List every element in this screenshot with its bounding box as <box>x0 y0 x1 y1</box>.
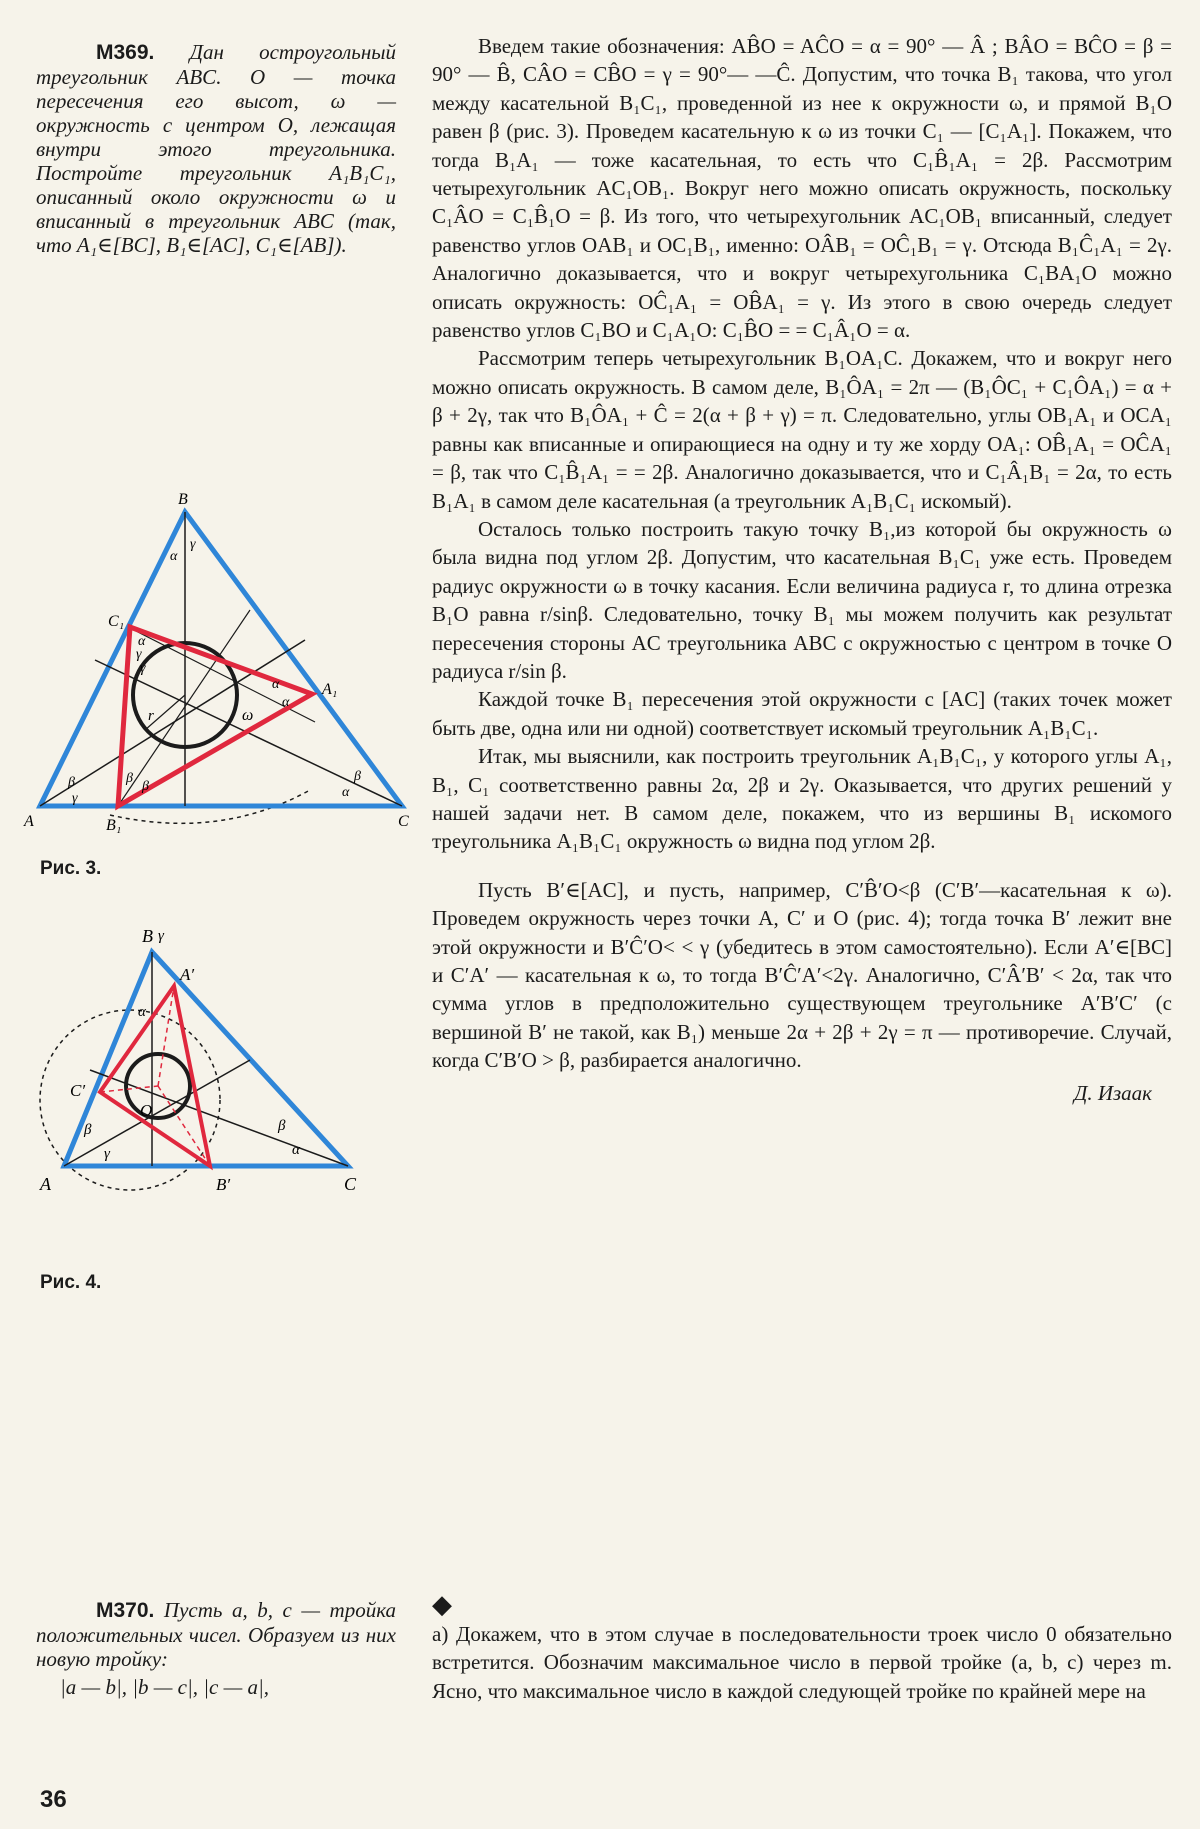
solution-paragraph-5: Итак, мы выяснили, как построить треугольник A₁B₁C₁, у которого углы A₁, B₁, C₁ соответственно равны 2α, 2β и 2γ. Оказывается, что других решений у нашей задачи нет. В самом деле, покажем, что из вершины B₁ искомого треугольника A₁B₁C₁ окружность ω видна под углом 2β. <box>432 744 1172 854</box>
solution-paragraph-3: Осталось только построить такую точку B₁,из которой бы окружность ω была видна под углом 2β. Допустим, что касательная B₁C₁ уже есть. Проведем радиус окружности ω в точку касания. Если величина радиуса r, то длина отрезка B₁O равна r/sinβ. Следовательно, точку B₁ мы можем получить как результат пересечения стороны AC треугольника ABC с окружностью с центром в точке O радиуса r/sin β. <box>432 516 1172 683</box>
fig4-label-b-prime: B′ <box>216 1175 231 1194</box>
fig4-triangle-abc-prime <box>100 986 210 1166</box>
problem-m370-text <box>36 1598 396 1671</box>
solution-paragraph-4: Каждой точке B₁ пересечения этой окружности с [AC] (таких точек может быть две, одна или ни одной) соответствует искомый треугольник A₁B₁C₁. <box>432 687 1172 740</box>
fig4-label-beta-a: β <box>84 1122 92 1138</box>
fig3-label-c1: C₁ <box>108 613 125 630</box>
fig3-label-alpha-a1b: α <box>282 695 290 710</box>
fig4-label-b: B <box>142 926 153 946</box>
solution-m369 <box>432 32 1172 1106</box>
fig3-label-beta-b1: β <box>126 771 133 786</box>
fig3-label-alpha-a1: α <box>272 677 280 692</box>
solution-author: Д. Изаак <box>1073 1080 1152 1105</box>
figure-4 <box>30 920 400 1240</box>
fig4-label-alpha-c: α <box>292 1142 300 1158</box>
fig4-label-gamma-b: γ <box>158 928 164 944</box>
fig3-label-a: A <box>24 813 34 830</box>
fig3-label-beta-a: β <box>68 775 75 790</box>
fig4-label-o: O <box>140 1101 153 1120</box>
problem-m370 <box>36 1598 396 1700</box>
fig4-dashed-3 <box>100 1086 158 1092</box>
problem-m369-text <box>36 40 396 257</box>
problem-m370-formula: |a — b|, |b — c|, |c — a|, <box>60 1675 270 1699</box>
answer-m370 <box>432 1592 1172 1705</box>
fig3-label-gamma-c1: γ <box>136 647 142 662</box>
fig3-label-alpha-c1: α <box>138 634 146 649</box>
problem-m369-statement: Дан остроугольный треугольник ABC. O — точка пересечения его высот, ω — окружность с центром O, лежащая внутри этого треугольника. Постройте треугольник A₁B₁C₁, описанный около окружности ω и вписанный в треугольник ABC (так, что A₁∈[BC], B₁∈[AC], C₁∈[AB]). <box>36 40 396 257</box>
fig4-label-c: C <box>344 1174 357 1194</box>
fig3-label-a1: A₁ <box>322 681 338 698</box>
solution-paragraph-6: Пусть B′∈[AC], и пусть, например, C′B̂′O<β (C′B′—касательная к ω). Проведем окружность через точки A, C′ и O (рис. 4); тогда точка B′ лежит вне этой окружности и B′Ĉ′O< < γ (убедитесь в этом самостоятельно). Если A′∈[BC] и C′A′ — касательная к ω, то тогда B′Ĉ′A′<2γ. Аналогично, C′Â′B′ < 2α, так что сумма углов в предположительно существующем треугольнике A′B′C′ (с вершиной B′ не такой, как B₁) меньше 2α + 2β + 2γ = π — противоречие. Случай, когда C′B′O > β, разбирается аналогично. <box>432 877 1172 1073</box>
fig4-label-beta-c: β <box>278 1118 286 1134</box>
fig3-label-b1: B₁ <box>106 817 122 834</box>
figure-3 <box>20 490 420 840</box>
fig4-triangle-abc <box>64 952 348 1166</box>
fig3-label-b: B <box>178 491 188 508</box>
figure-3-caption: Рис. 3. <box>40 858 102 879</box>
fig3-label-c: C <box>398 813 409 830</box>
fig3-label-alpha-c: α <box>342 785 350 800</box>
fig4-line-c <box>90 1070 348 1166</box>
problem-m370-number: М370. <box>96 1599 155 1622</box>
fig3-label-gamma-b: γ <box>190 537 196 552</box>
page-number: 36 <box>40 1786 67 1813</box>
fig4-label-alpha-b: α <box>138 1004 146 1020</box>
fig3-label-r: r <box>148 708 154 724</box>
figure-4-caption: Рис. 4. <box>40 1272 102 1293</box>
fig4-dashed-1 <box>158 986 174 1086</box>
solution-paragraph-1: Введем такие обозначения: AB̂O = AĈO = α = 90° — Â ; BÂO = BĈO = β = 90° — B̂, CÂO = CB̂O = γ = 90°— —Ĉ. Допустим, что точка B₁ такова, что угол между касательной B₁C₁, проведенной из нее к окружности ω, и прямой B₁O равен β (рис. 3). Проведем касательную к ω из точки C₁ — [C₁A₁]. Покажем, что тогда B₁A₁ — тоже касательная, то есть что C₁B̂₁A₁ = 2β. Рассмотрим четырехугольник AC₁OB₁. Вокруг него можно описать окружность, поскольку C₁ÂO = C₁B̂₁O = β. Из того, что четырехугольник AC₁OB₁ вписанный, следует равенство углов OAB₁ и OC₁B₁, именно: OÂB₁ = OĈ₁B₁ = γ. Отсюда B₁Ĉ₁A₁ = 2γ. Аналогично доказывается, что и вокруг четырехугольника C₁BA₁O можно описать окружность: OĈ₁A₁ = OB̂A₁ = γ. Из этого в свою очередь следует равенство углов C₁BO и C₁A₁O: C₁B̂O = = C₁Â₁O = α. <box>432 34 1172 343</box>
diamond-marker-icon: ◆ <box>432 1590 452 1619</box>
fig3-label-beta-b1b: β <box>142 779 149 794</box>
fig3-label-gamma-a: γ <box>72 791 78 806</box>
fig3-label-gamma-c1b: γ <box>140 661 146 676</box>
fig4-label-c-prime: C′ <box>70 1081 86 1100</box>
problem-m370-statement: Пусть a, b, c — тройка положительных чисел. Образуем из них новую тройку: <box>36 1598 396 1671</box>
solution-paragraph-2: Рассмотрим теперь четырехугольник B₁OA₁C. Докажем, что и вокруг него можно описать окружность. В самом деле, B₁ÔA₁ = 2π — (B₁ÔC₁ + C₁ÔA₁) = α + β + 2γ, так что B₁ÔA₁ + Ĉ = 2(α + β + γ) = π. Следовательно, углы OB₁A₁ и OCA₁ равны как вписанные и опирающиеся на одну и ту же хорду OA₁: OB̂₁A₁ = OĈA₁ = β, так что C₁B̂₁A₁ = = 2β. Аналогично доказывается, что и C₁Â₁B₁ = 2α, то есть B₁A₁ в самом деле касательная (а треугольник A₁B₁C₁ искомый). <box>432 346 1172 513</box>
fig4-line-a <box>64 1060 250 1166</box>
problem-m369-number: М369. <box>96 41 155 64</box>
fig3-label-omega: ω <box>242 707 254 724</box>
fig4-label-a: A <box>40 1174 51 1194</box>
fig4-label-gamma-a: γ <box>104 1146 110 1162</box>
fig4-label-a-prime: A′ <box>180 965 195 984</box>
fig3-label-alpha-b: α <box>170 549 178 564</box>
answer-m370-text: а) Докажем, что в этом случае в последовательности троек число 0 обязательно встретится. Обозначим максимальное число в первой тройке (a, b, c) через m. Ясно, что максимальное число в каждой следующей тройке по крайней мере на <box>432 1622 1172 1703</box>
fig3-label-beta-c: β <box>354 769 361 784</box>
problem-m369 <box>36 40 396 257</box>
